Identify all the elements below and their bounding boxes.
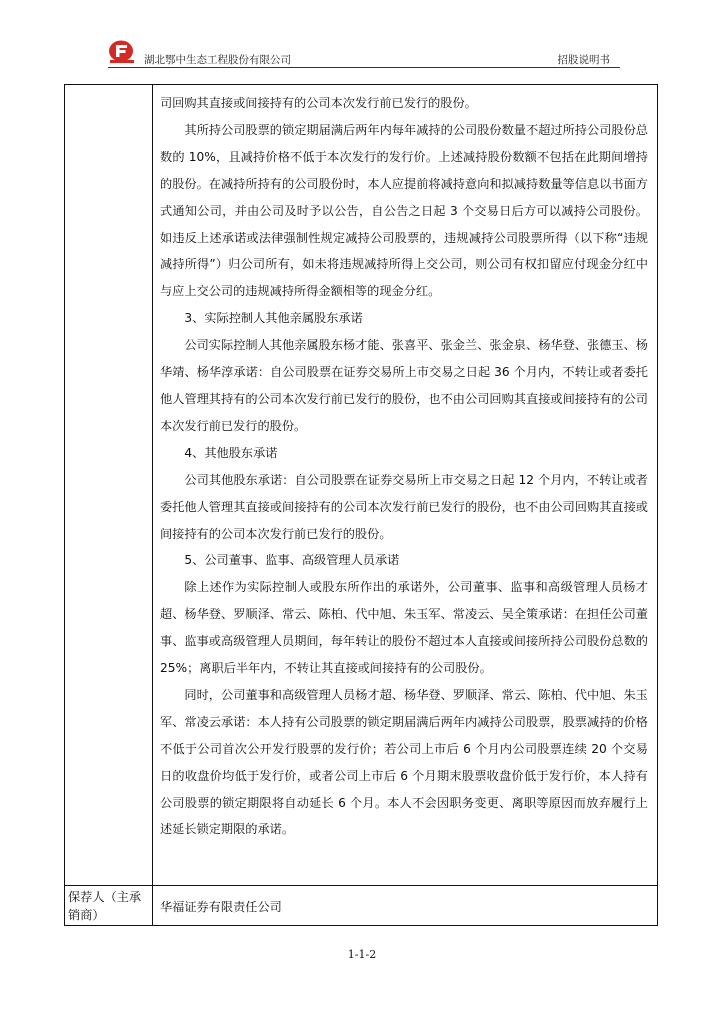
table-row-divider — [64, 885, 658, 886]
paragraph: 司回购其直接或间接持有的公司本次发行前已发行的股份。 — [160, 96, 477, 110]
company-name: 湖北鄂中生态工程股份有限公司 — [144, 54, 291, 66]
paragraph: 公司其他股东承诺：自公司股票在证券交易所上市交易之日起 12 个月内，不转让或者委托他人管理其直接或间接持有的公司本次发行前已发行的股份，也不由公司回购其直接或间接持有的公司本次发行前已发行的股份。 — [160, 472, 648, 541]
section-heading: 5、公司董事、监事、高级管理人员承诺 — [184, 553, 400, 568]
document-type: 招股说明书 — [557, 54, 610, 66]
commitment-text — [160, 90, 648, 843]
paragraph: 其所持公司股票的锁定期届满后两年内每年减持的公司股份数量不超过所持公司股份总数的 10%，且减持价格不低于本次发行的发行价。上述减持股份数额不包括在此期间增持的股份。在减持所持有的公司股份时，本人应提前将减持意向和拟减持数量等信息以书面方式通知公司，并由公司及时予以公告，自公告之日起 3 个交易日后方可以减持公司股份。如违反上述承诺或法律强制性规定减持公司股票的，违规减持公司股票所得（以下称“违规减持所得”）归公司所有，如未将违规减持所得上交公司，则公司有权扣留应付现金分红中与应上交公司的违规减持所得金额相等的现金分红。 — [160, 122, 648, 299]
sponsor-label: 保荐人（主承销商） — [68, 890, 142, 922]
header-rule — [108, 67, 620, 68]
company-logo — [108, 40, 138, 66]
sponsor-value: 华福证券有限责任公司 — [160, 900, 282, 914]
section-heading: 3、实际控制人其他亲属股东承诺 — [184, 311, 363, 326]
paragraph: 同时，公司董事和高级管理人员杨才超、杨华登、罗顺泽、常云、陈柏、代中旭、朱玉军、常凌云承诺：本人持有公司股票的锁定期届满后两年内减持公司股票，股票减持的价格不低于公司首次公开发行股票的发行价；若公司上市后 6 个月内公司股票连续 20 个交易日的收盘价均低于发行价，或者公司上市后 6 个月期末股票收盘价低于发行价，本人持有公司股票的锁定期限将自动延长 6 个月。本人不会因职务变更、离职等原因而放弃履行上述延长锁定期限的承诺。 — [160, 687, 648, 837]
section-heading: 4、其他股东承诺 — [184, 445, 278, 460]
table-column-divider — [152, 84, 153, 926]
paragraph: 除上述作为实际控制人或股东所作出的承诺外，公司董事、监事和高级管理人员杨才超、杨华登、罗顺泽、常云、陈柏、代中旭、朱玉军、常凌云、吴全策承诺：在担任公司董事、监事或高级管理人员期间，每年转让的股份不超过本人直接或间接所持公司股份总数的 25%；离职后半年内，不转让其直接或间接持有的公司股份。 — [160, 580, 648, 676]
paragraph: 公司实际控制人其他亲属股东杨才能、张喜平、张金兰、张金泉、杨华登、张德玉、杨华靖、杨华淳承诺：自公司股票在证券交易所上市交易之日起 36 个月内，不转让或者委托他人管理其持有的公司本次发行前已发行的股份，也不由公司回购其直接或间接持有的公司本次发行前已发行的股份。 — [160, 338, 648, 433]
page-number: 1-1-2 — [347, 948, 377, 961]
page-header — [108, 40, 620, 70]
